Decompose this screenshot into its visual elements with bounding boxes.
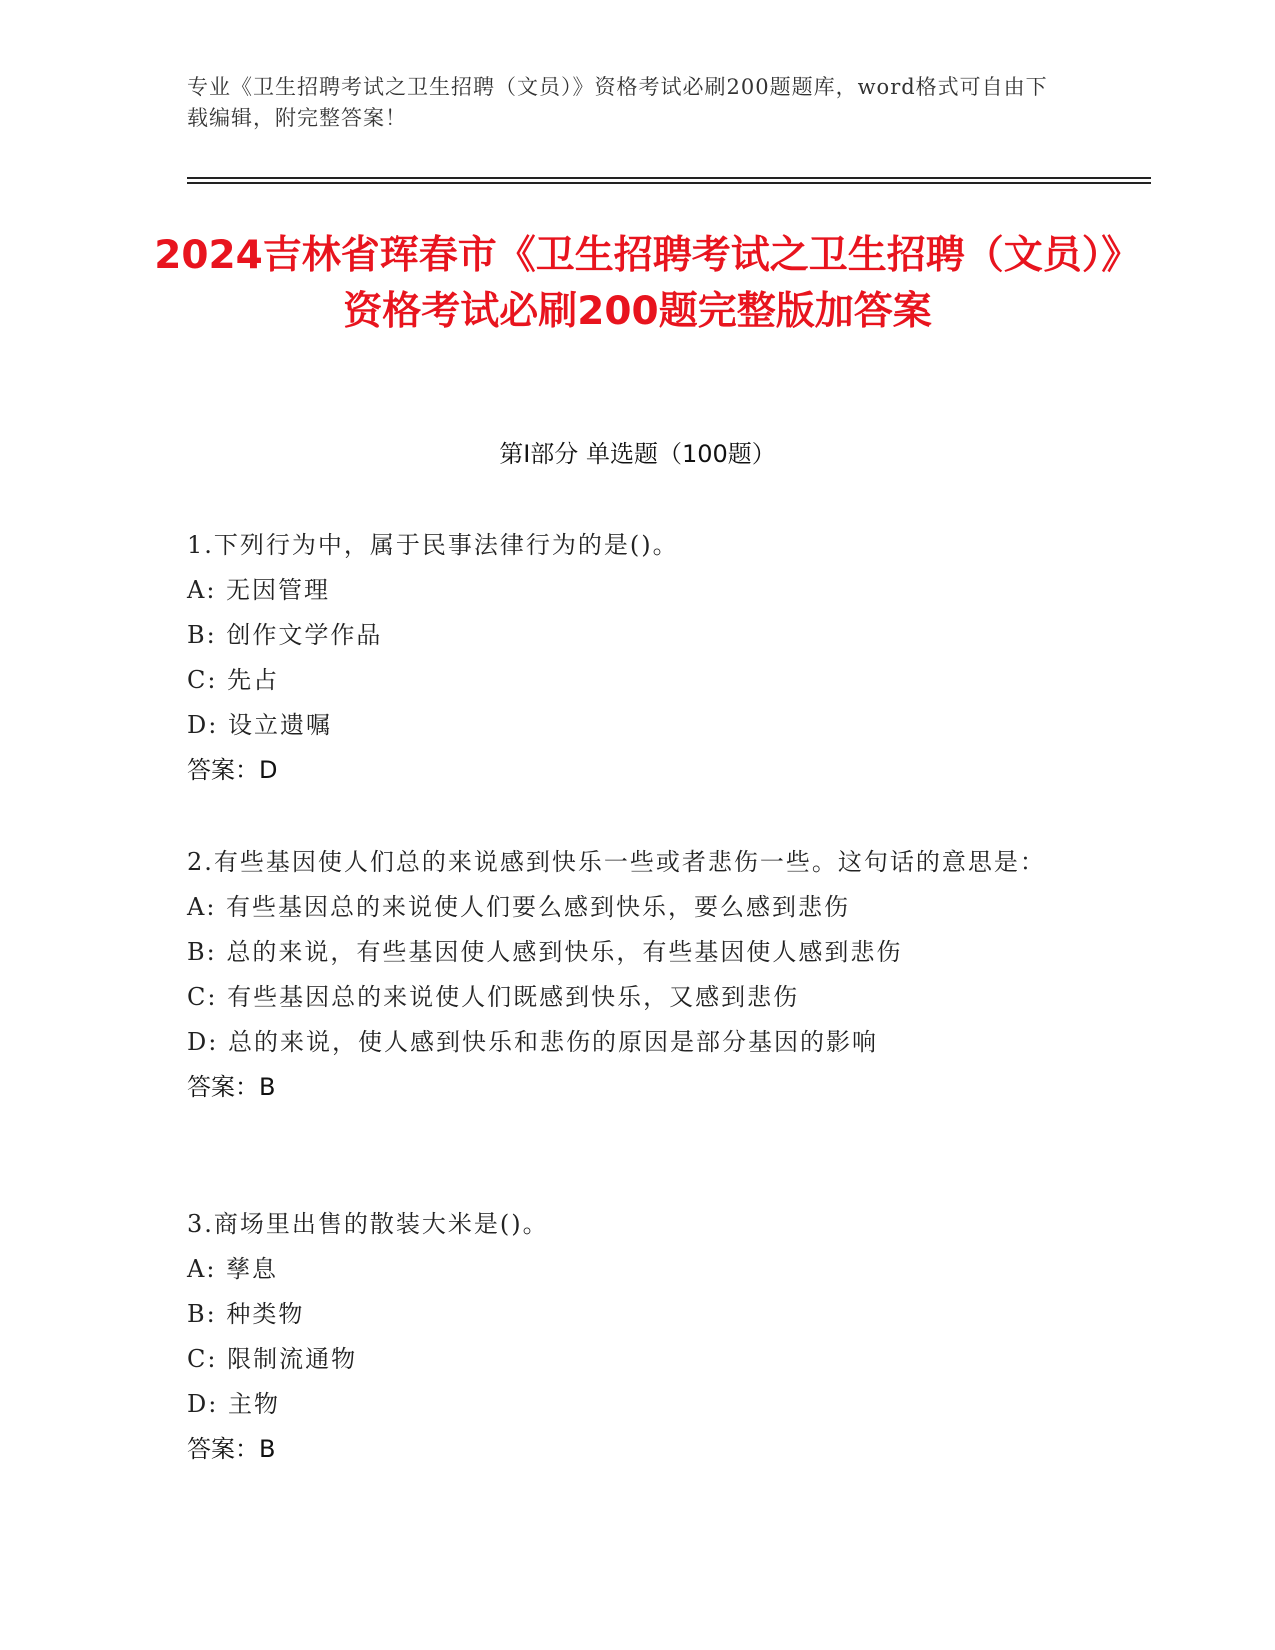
option-a: A: 无因管理 (187, 576, 331, 604)
question-stem: 1.下列行为中，属于民事法律行为的是()。 (187, 531, 679, 559)
option-c: C: 限制流通物 (187, 1345, 358, 1373)
section-heading: 第I部分 单选题（100题） (499, 440, 776, 468)
answer: 答案：B (187, 1435, 276, 1463)
option-d: D: 总的来说，使人感到快乐和悲伤的原因是部分基因的影响 (187, 1028, 878, 1056)
option-c: C: 先占 (187, 666, 280, 694)
document-title: 2024吉林省珲春市《卫生招聘考试之卫生招聘（文员）》资格考试必刷200题完整版加答案 (154, 233, 1121, 334)
question-stem: 2.有些基因使人们总的来说感到快乐一些或者悲伤一些。这句话的意思是： (187, 848, 1046, 876)
question-1 (187, 523, 1067, 793)
header-divider-top (187, 177, 1151, 179)
option-a: A: 孳息 (187, 1255, 279, 1283)
question-stem: 3.商场里出售的散装大米是()。 (187, 1210, 549, 1238)
header-divider-bottom (187, 182, 1151, 184)
option-b: B: 创作文学作品 (187, 621, 383, 649)
option-b: B: 种类物 (187, 1300, 305, 1328)
header-note: 专业《卫生招聘考试之卫生招聘（文员）》资格考试必刷200题题库，word格式可自由下载编辑，附完整答案！ (187, 75, 1048, 130)
answer: 答案：D (187, 756, 278, 784)
option-d: D: 设立遗嘱 (187, 711, 332, 739)
question-3 (187, 1202, 1067, 1472)
option-d: D: 主物 (187, 1390, 280, 1418)
answer: 答案：B (187, 1073, 276, 1101)
option-c: C: 有些基因总的来说使人们既感到快乐，又感到悲伤 (187, 983, 800, 1011)
question-2 (187, 840, 1067, 1110)
option-a: A: 有些基因总的来说使人们要么感到快乐，要么感到悲伤 (187, 893, 851, 921)
option-b: B: 总的来说，有些基因使人感到快乐，有些基因使人感到悲伤 (187, 938, 903, 966)
